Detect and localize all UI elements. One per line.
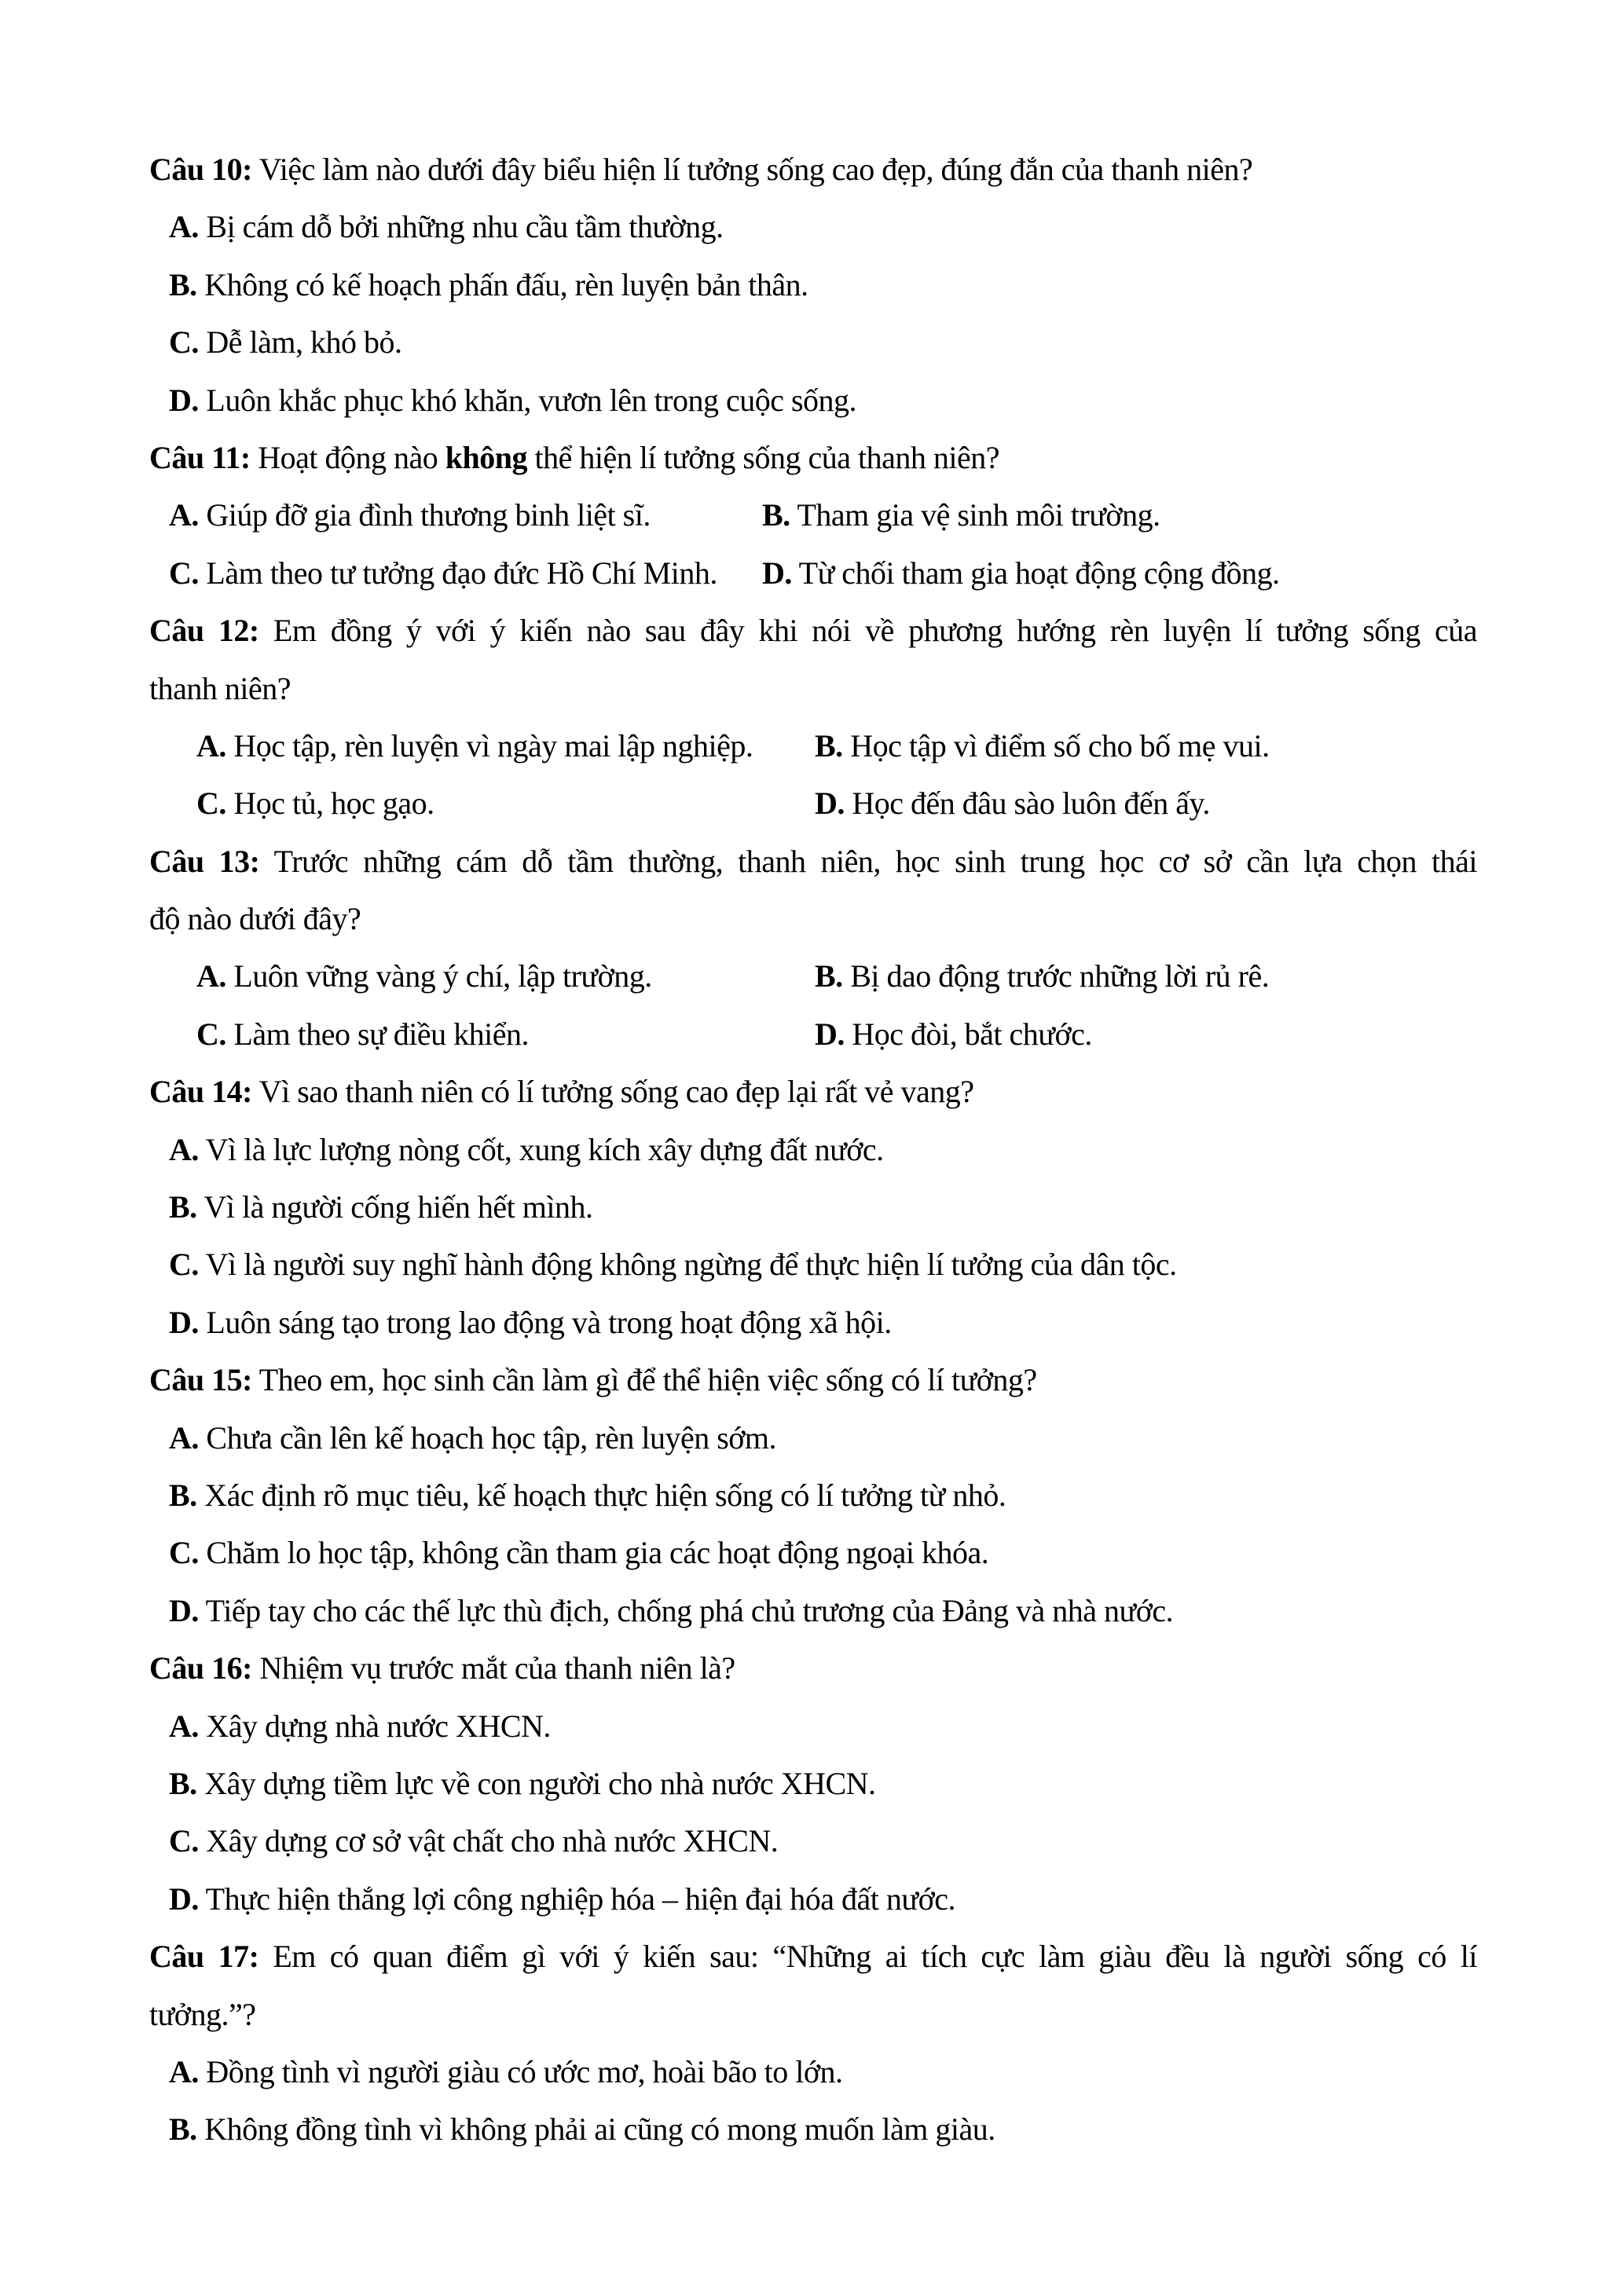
option-text: Xây dựng nhà nước XHCN. [206, 1708, 551, 1744]
option-text: Xây dựng cơ sở vật chất cho nhà nước XHCN. [206, 1823, 779, 1859]
question-11-options-ab [149, 486, 1477, 544]
question-11-text-after: thể hiện lí tưởng sống của thanh niên? [534, 439, 999, 475]
option-text: Học tủ, học gạo. [233, 785, 434, 822]
question-11-option-d [762, 544, 1280, 602]
question-10-option-c [149, 313, 1477, 371]
option-text: Không có kế hoạch phấn đấu, rèn luyện bản thân. [204, 266, 808, 302]
question-10-title [149, 141, 1477, 198]
question-12-title-line1 [149, 602, 1477, 659]
option-label: D. [815, 1016, 845, 1052]
option-text: Làm theo tư tưởng đạo đức Hồ Chí Minh. [206, 555, 717, 591]
option-label: C. [169, 1535, 199, 1571]
question-16-option-a [149, 1697, 1477, 1755]
question-15-title [149, 1351, 1477, 1408]
option-text: Học tập, rèn luyện vì ngày mai lập nghiệp. [233, 727, 753, 764]
option-label: B. [169, 266, 197, 302]
question-15-text: Theo em, học sinh cần làm gì để thể hiện việc sống có lí tưởng? [258, 1362, 1037, 1398]
question-17-title-line2: tưởng.”? [149, 1996, 256, 2032]
option-label: B. [169, 1189, 197, 1225]
option-text: Luôn khắc phục khó khăn, vươn lên trong cuộc sống. [206, 382, 857, 418]
question-15-option-a [149, 1409, 1477, 1467]
question-17-option-a [149, 2043, 1477, 2100]
option-label: C. [169, 324, 199, 361]
question-12-option-a [196, 717, 815, 774]
option-label: B. [815, 958, 843, 994]
question-11-title [149, 429, 1477, 486]
question-11-number: Câu 11: [149, 439, 251, 475]
option-label: D. [169, 1592, 199, 1628]
question-11-text-before: Hoạt động nào [258, 439, 438, 475]
question-17-text-line1: Em có quan điểm gì với ý kiến sau: “Những ai tích cực làm giàu đều là người sống có lí [273, 1939, 1478, 1975]
question-11-option-c [169, 544, 762, 602]
question-10-option-b [149, 256, 1477, 313]
option-label: A. [196, 727, 226, 764]
option-text: Xác định rõ mục tiêu, kế hoạch thực hiện sống có lí tưởng từ nhỏ. [204, 1477, 1006, 1513]
question-16-title [149, 1639, 1477, 1697]
option-text: Tiếp tay cho các thế lực thù địch, chống phá chủ trương của Đảng và nhà nước. [205, 1592, 1174, 1628]
question-15-option-b [149, 1467, 1477, 1524]
option-label: C. [196, 785, 226, 822]
option-label: D. [762, 555, 792, 591]
option-label: A. [169, 209, 199, 245]
option-text: Học đòi, bắt chước. [852, 1016, 1092, 1052]
question-13-option-c [196, 1005, 815, 1063]
option-label: B. [169, 1477, 197, 1513]
question-13-option-d [815, 1005, 1092, 1063]
option-text: Chưa cần lên kế hoạch học tập, rèn luyện sớm. [206, 1419, 777, 1456]
option-text: Học tập vì điểm số cho bố mẹ vui. [850, 727, 1270, 764]
option-label: C. [196, 1016, 226, 1052]
option-label: C. [169, 1247, 199, 1283]
option-label: C. [169, 555, 199, 591]
question-12-title-line2: thanh niên? [149, 670, 291, 706]
question-14-number: Câu 14: [149, 1074, 252, 1110]
question-16-option-d [149, 1870, 1477, 1928]
question-11-option-b [762, 486, 1160, 544]
question-14-title [149, 1063, 1477, 1120]
option-label: A. [169, 1708, 199, 1744]
question-14-text: Vì sao thanh niên có lí tưởng sống cao đẹp lại rất vẻ vang? [258, 1074, 974, 1110]
option-label: C. [169, 1823, 199, 1859]
question-12-option-c [196, 774, 815, 832]
question-13-text-line1: Trước những cám dỗ tầm thường, thanh niên, học sinh trung học cơ sở cần lựa chọn thái [273, 843, 1478, 879]
question-10-text: Việc làm nào dưới đây biểu hiện lí tưởng sống cao đẹp, đúng đắn của thanh niên? [258, 152, 1253, 187]
question-13-option-b [815, 947, 1269, 1005]
question-17-number: Câu 17: [149, 1939, 259, 1975]
question-12-text-line1: Em đồng ý với ý kiến nào sau đây khi nói về phương hướng rèn luyện lí tưởng sống của [273, 613, 1478, 649]
option-label: D. [815, 785, 845, 822]
question-16-option-b [149, 1755, 1477, 1812]
option-text: Từ chối tham gia hoạt động cộng đồng. [798, 555, 1280, 591]
option-label: D. [169, 382, 199, 418]
question-16-option-c [149, 1812, 1477, 1869]
question-15-number: Câu 15: [149, 1362, 252, 1398]
option-text: Đồng tình vì người giàu có ước mơ, hoài bão to lớn. [206, 2053, 843, 2089]
option-label: B. [169, 2111, 197, 2148]
question-17-title-line1 [149, 1928, 1477, 1985]
option-label: D. [169, 1304, 199, 1340]
option-label: A. [169, 2053, 199, 2089]
question-10-option-a [149, 198, 1477, 255]
option-label: A. [196, 958, 226, 994]
option-text: Vì là lực lượng nòng cốt, xung kích xây dựng đất nước. [205, 1131, 884, 1167]
question-17-option-b [149, 2100, 1477, 2158]
question-14-option-d [149, 1294, 1477, 1351]
option-text: Dễ làm, khó bỏ. [206, 324, 402, 361]
option-text: Tham gia vệ sinh môi trường. [797, 497, 1160, 533]
option-text: Bị cám dỗ bởi những nhu cầu tầm thường. [206, 209, 724, 245]
question-13-number: Câu 13: [149, 843, 260, 879]
option-label: A. [169, 1419, 199, 1456]
question-13-title-line2: độ nào dưới đây? [149, 901, 361, 937]
question-12-option-b [815, 717, 1270, 774]
option-text: Giúp đỡ gia đình thương binh liệt sĩ. [206, 497, 651, 533]
option-text: Vì là người suy nghĩ hành động không ngừng để thực hiện lí tưởng của dân tộc. [205, 1247, 1177, 1283]
option-text: Vì là người cống hiến hết mình. [203, 1189, 593, 1225]
question-10-number: Câu 10: [149, 152, 252, 187]
question-15-option-d [149, 1582, 1477, 1639]
question-11-bold-word: không [445, 439, 528, 475]
option-text: Không đồng tình vì không phải ai cũng có mong muốn làm giàu. [204, 2111, 995, 2148]
question-11-option-a [169, 486, 762, 544]
question-16-number: Câu 16: [149, 1650, 252, 1686]
question-11-options-cd [149, 544, 1477, 602]
option-text: Làm theo sự điều khiển. [233, 1016, 530, 1052]
question-14-option-c [149, 1236, 1477, 1293]
question-14-option-a [149, 1121, 1477, 1178]
option-label: B. [815, 727, 843, 764]
question-12-options-cd [149, 774, 1477, 832]
question-13-option-a [196, 947, 815, 1005]
question-13-options-cd [149, 1005, 1477, 1063]
option-label: A. [169, 497, 199, 533]
question-12-option-d [815, 774, 1210, 832]
question-12-options-ab [149, 717, 1477, 774]
option-text: Thực hiện thắng lợi công nghiệp hóa – hiện đại hóa đất nước. [205, 1880, 955, 1917]
question-13-options-ab [149, 947, 1477, 1005]
question-14-option-b [149, 1178, 1477, 1236]
question-16-text: Nhiệm vụ trước mắt của thanh niên là? [259, 1650, 735, 1686]
option-label: B. [762, 497, 790, 533]
question-13-title-line1 [149, 833, 1477, 890]
option-text: Luôn sáng tạo trong lao động và trong hoạt động xã hội. [206, 1304, 892, 1340]
option-label: D. [169, 1880, 199, 1917]
question-12-number: Câu 12: [149, 613, 259, 649]
option-text: Luôn vững vàng ý chí, lập trường. [233, 958, 652, 994]
option-label: A. [169, 1131, 199, 1167]
option-text: Xây dựng tiềm lực về con người cho nhà nước XHCN. [204, 1765, 876, 1801]
question-15-option-c [149, 1524, 1477, 1581]
question-10-option-d [149, 372, 1477, 429]
option-text: Chăm lo học tập, không cần tham gia các hoạt động ngoại khóa. [206, 1535, 989, 1571]
option-text: Học đến đâu sào luôn đến ấy. [852, 785, 1210, 822]
option-text: Bị dao động trước những lời rủ rê. [850, 958, 1270, 994]
document-page [149, 141, 1477, 2159]
option-label: B. [169, 1765, 197, 1801]
